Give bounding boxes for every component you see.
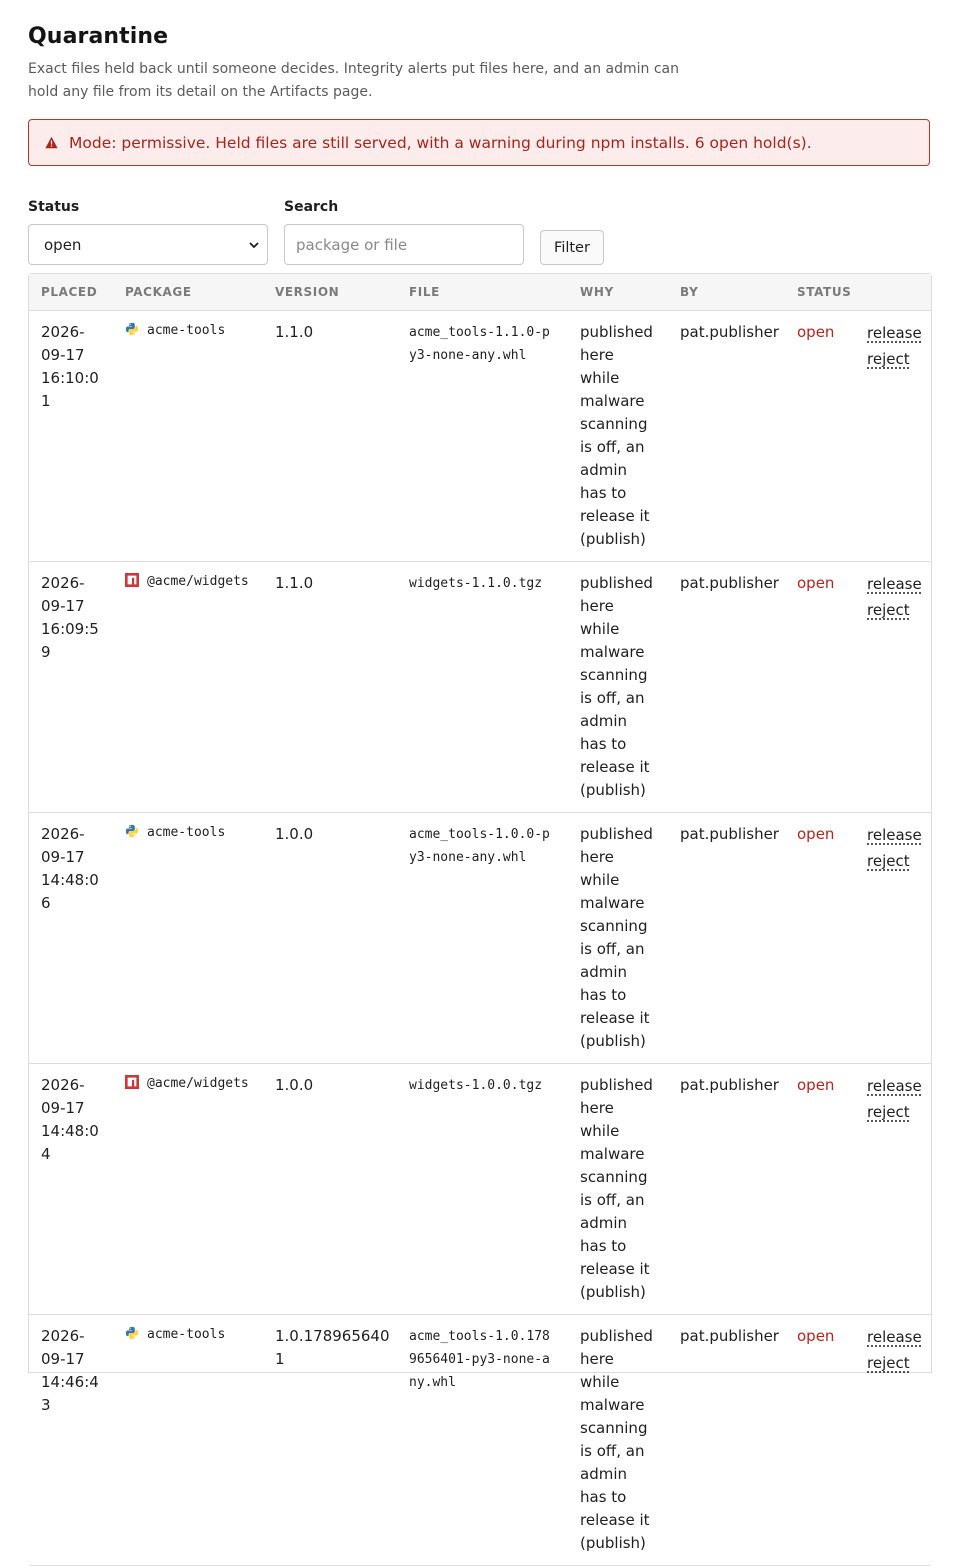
- table-header-row: [29, 274, 931, 311]
- placed-cell: 2026-09-17 16:09:59: [29, 562, 113, 813]
- col-version: VERSION: [263, 274, 397, 311]
- file-cell: acme_tools-1.0.0-py3-none-any.whl: [397, 813, 568, 1064]
- why-cell: published here while malware scanning is off, an admin has to release it (publish): [568, 562, 668, 813]
- why-cell: published here while malware scanning is off, an admin has to release it (publish): [568, 311, 668, 562]
- package-cell: [113, 813, 263, 1064]
- col-why: WHY: [568, 274, 668, 311]
- by-cell: pat.publisher: [668, 1064, 785, 1315]
- package-cell: [113, 311, 263, 562]
- package-cell: [113, 1064, 263, 1315]
- actions-cell: [855, 562, 931, 813]
- version-cell: 1.1.0: [263, 311, 397, 562]
- version-cell: 1.0.1789656401: [263, 1315, 397, 1566]
- npm-icon: [125, 1075, 139, 1089]
- by-cell: pat.publisher: [668, 1315, 785, 1566]
- status-cell: open: [785, 813, 855, 1064]
- col-file: FILE: [397, 274, 568, 311]
- why-cell: published here while malware scanning is off, an admin has to release it (publish): [568, 1315, 668, 1566]
- quarantine-table: [28, 273, 932, 1552]
- file-cell: acme_tools-1.1.0-py3-none-any.whl: [397, 311, 568, 562]
- col-status: STATUS: [785, 274, 855, 311]
- version-cell: 1.0.0: [263, 813, 397, 1064]
- col-by: BY: [668, 274, 785, 311]
- reject-link[interactable]: reject: [867, 350, 910, 368]
- python-icon: [125, 1326, 139, 1340]
- file-cell: widgets-1.1.0.tgz: [397, 562, 568, 813]
- actions-cell: [855, 1315, 931, 1566]
- why-cell: published here while malware scanning is off, an admin has to release it (publish): [568, 813, 668, 1064]
- table-row: [29, 1064, 931, 1315]
- status-select[interactable]: [28, 224, 268, 265]
- status-cell: open: [785, 1064, 855, 1315]
- package-name: @acme/widgets: [147, 1076, 249, 1091]
- release-link[interactable]: release: [867, 575, 922, 593]
- status-select-value: open: [44, 235, 82, 254]
- file-cell: acme_tools-1.0.1789656401-py3-none-any.whl: [397, 1315, 568, 1566]
- by-cell: pat.publisher: [668, 562, 785, 813]
- placed-cell: 2026-09-17 16:10:01: [29, 311, 113, 562]
- filter-button[interactable]: Filter: [540, 230, 604, 265]
- version-cell: 1.0.0: [263, 1064, 397, 1315]
- actions-cell: [855, 311, 931, 562]
- status-cell: open: [785, 562, 855, 813]
- col-package: PACKAGE: [113, 274, 263, 311]
- chevron-down-icon: [249, 242, 259, 248]
- python-icon: [125, 824, 139, 838]
- col-placed: PLACED: [29, 274, 113, 311]
- alert-text: Mode: permissive. Held files are still served, with a warning during npm installs. 6 open hold(s).: [69, 133, 812, 152]
- placed-cell: 2026-09-17 14:48:04: [29, 1064, 113, 1315]
- status-cell: open: [785, 1315, 855, 1566]
- placed-cell: 2026-09-17 14:46:43: [29, 1315, 113, 1566]
- by-cell: pat.publisher: [668, 813, 785, 1064]
- table-row: [29, 1315, 931, 1566]
- table-row: [29, 311, 931, 562]
- package-name: acme-tools: [147, 825, 226, 840]
- reject-link[interactable]: reject: [867, 601, 910, 619]
- why-cell: published here while malware scanning is off, an admin has to release it (publish): [568, 1064, 668, 1315]
- mode-alert: [28, 119, 930, 166]
- package-cell: [113, 1315, 263, 1566]
- file-cell: widgets-1.0.0.tgz: [397, 1064, 568, 1315]
- reject-link[interactable]: reject: [867, 852, 910, 870]
- release-link[interactable]: release: [867, 1077, 922, 1095]
- version-cell: 1.1.0: [263, 562, 397, 813]
- warning-triangle-icon: [45, 136, 58, 149]
- table-row: [29, 562, 931, 813]
- by-cell: pat.publisher: [668, 311, 785, 562]
- package-name: acme-tools: [147, 1327, 226, 1342]
- package-cell: [113, 562, 263, 813]
- npm-icon: [125, 573, 139, 587]
- page-subtitle: Exact files held back until someone decides. Integrity alerts put files here, and an admin can hold any file from its detail on the Artifacts page.: [28, 61, 680, 100]
- release-link[interactable]: release: [867, 324, 922, 342]
- actions-cell: [855, 1064, 931, 1315]
- reject-link[interactable]: reject: [867, 1354, 910, 1372]
- placed-cell: 2026-09-17 14:48:06: [29, 813, 113, 1064]
- table-row: [29, 813, 931, 1064]
- page-title: Quarantine: [28, 24, 169, 49]
- release-link[interactable]: release: [867, 1328, 922, 1346]
- col-actions: [855, 274, 931, 311]
- python-icon: [125, 322, 139, 336]
- reject-link[interactable]: reject: [867, 1103, 910, 1121]
- search-label: Search: [284, 199, 339, 215]
- actions-cell: [855, 813, 931, 1064]
- search-input[interactable]: [284, 224, 524, 265]
- package-name: acme-tools: [147, 323, 226, 338]
- release-link[interactable]: release: [867, 826, 922, 844]
- status-filter-label: Status: [28, 199, 80, 215]
- status-cell: open: [785, 311, 855, 562]
- package-name: @acme/widgets: [147, 574, 249, 589]
